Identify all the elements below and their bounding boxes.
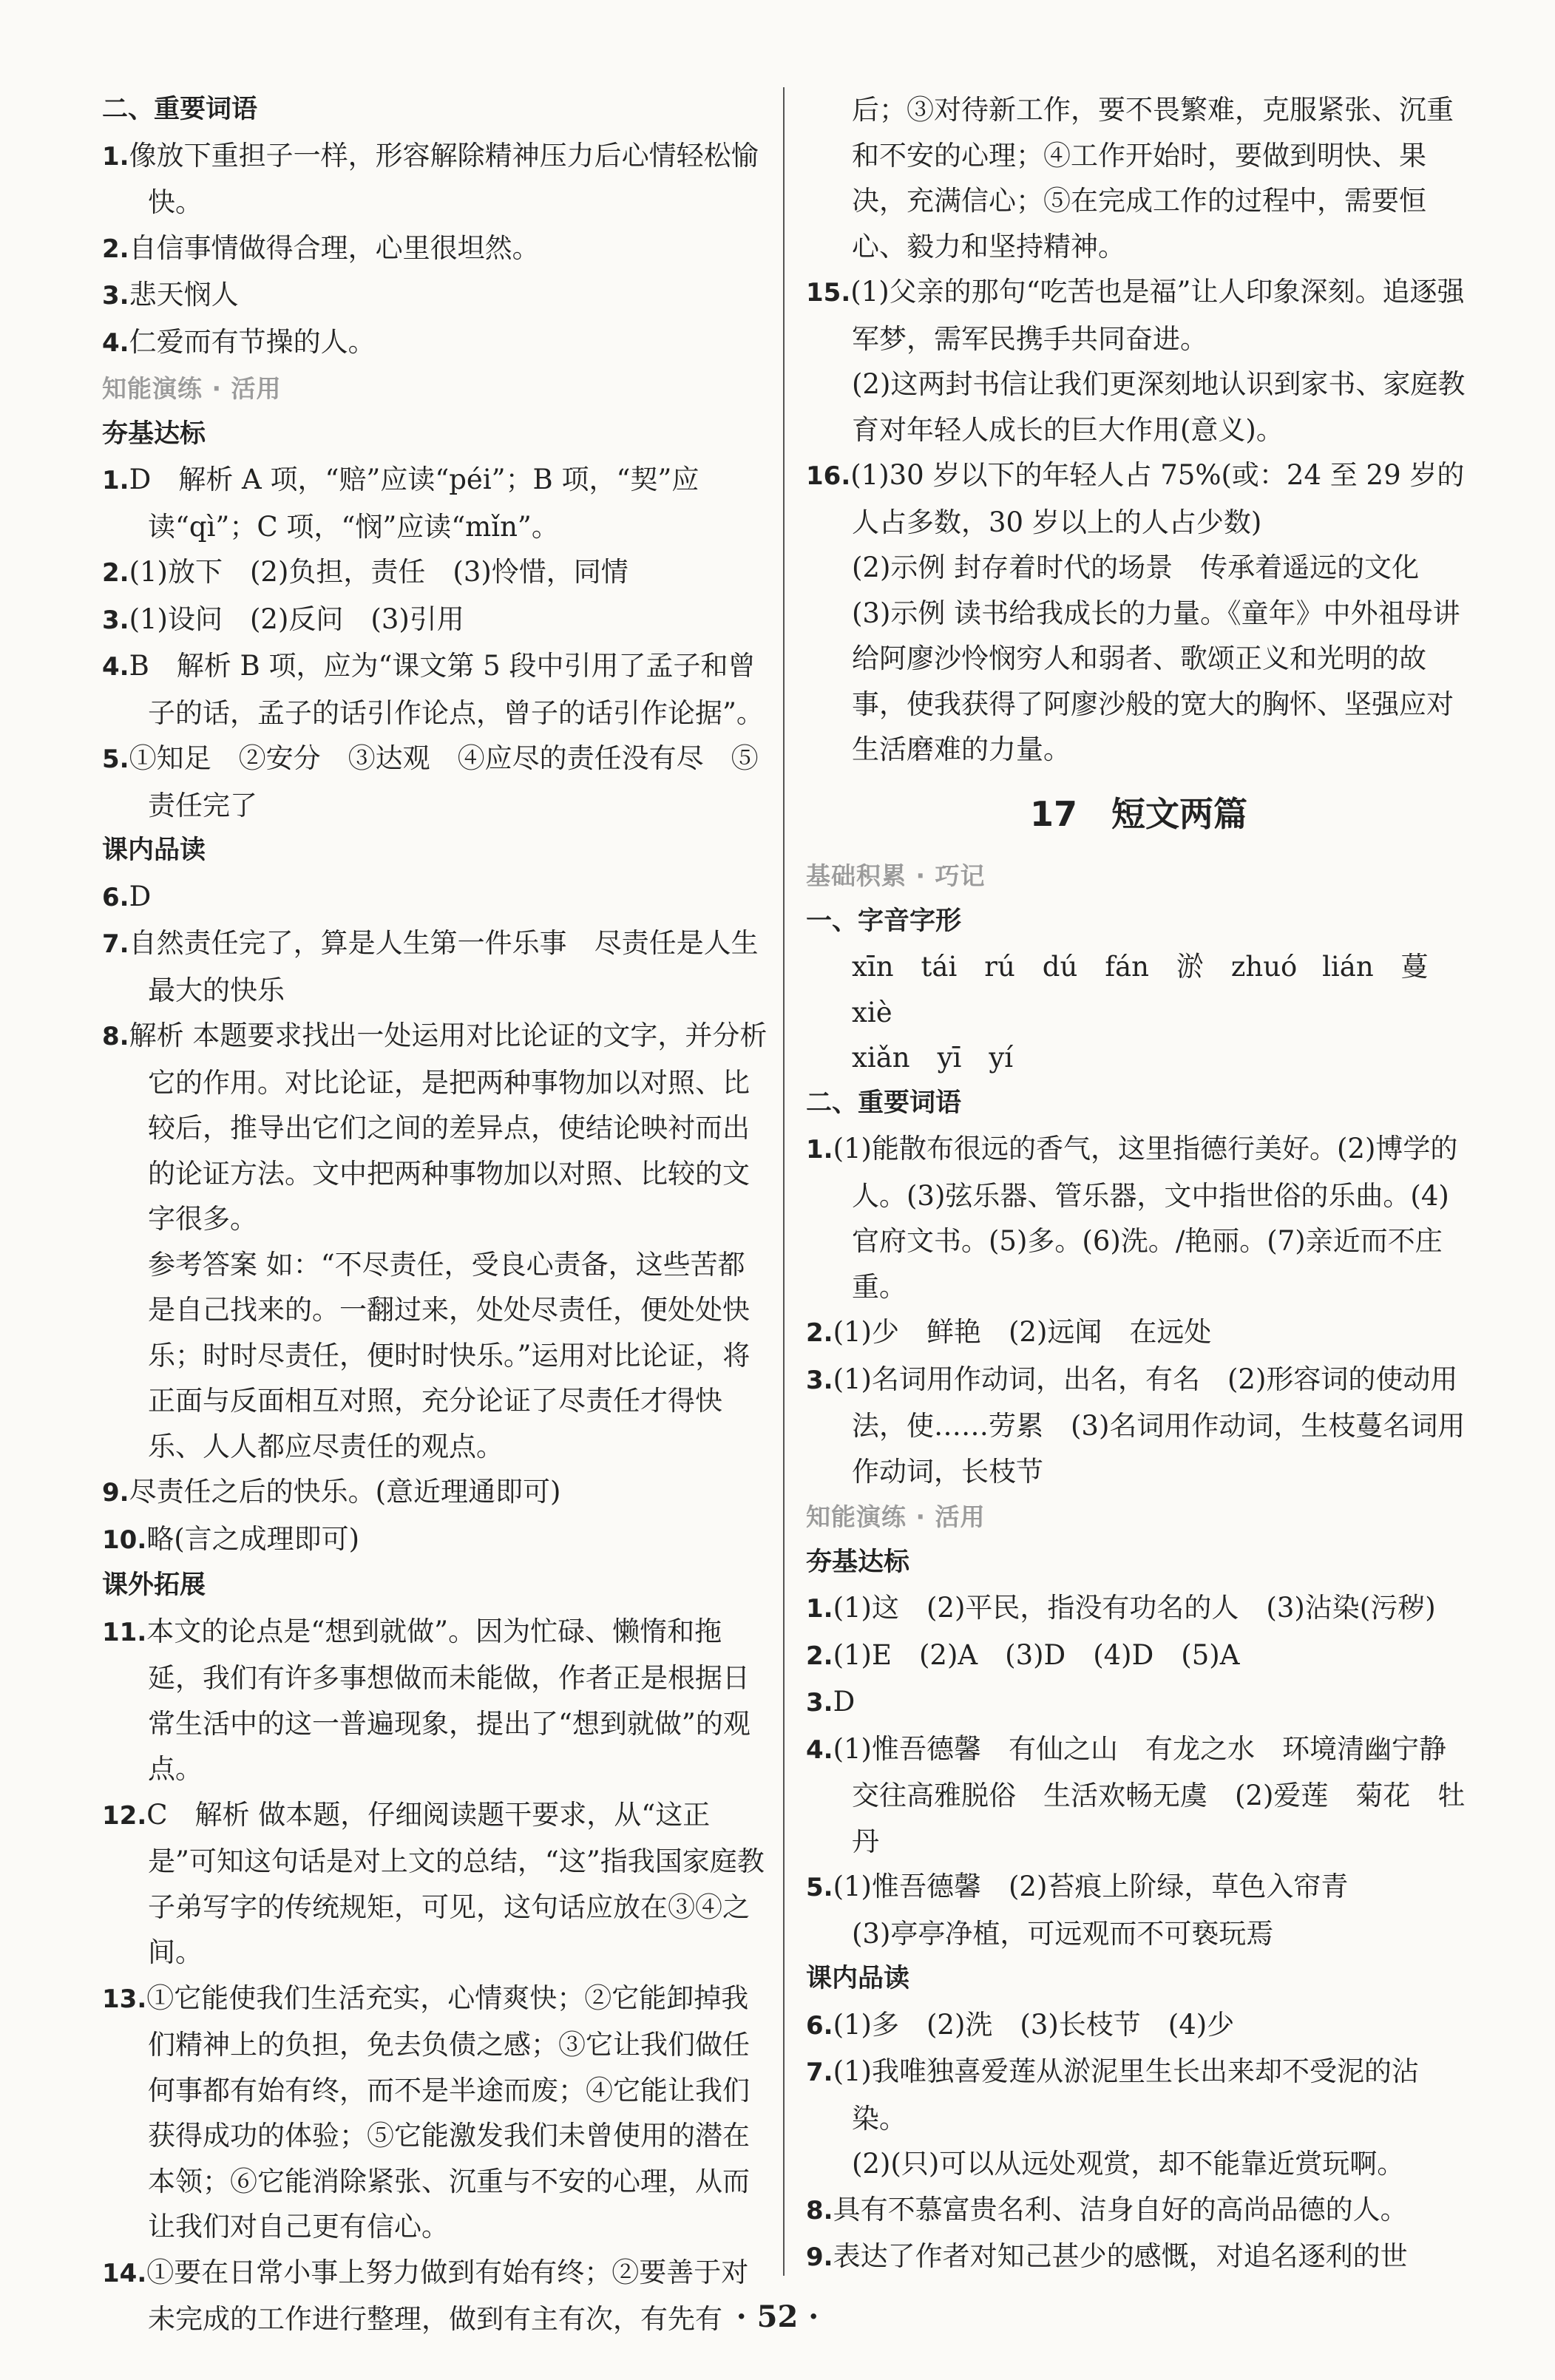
answer-item — [102, 1516, 768, 1564]
answer-item — [102, 643, 768, 736]
section-banner: 基础积累 · 巧记 — [806, 861, 986, 890]
answer-item — [806, 2049, 1471, 2141]
item-text: (1)惟吾德馨 (2)苔痕上阶绿，草色入帘青 — [833, 1871, 1349, 1902]
item-number: 3. — [102, 605, 129, 635]
item-text: 略(言之成理即可) — [146, 1522, 360, 1555]
item-text: 本文的论点是“想到就做”。因为忙碌、懒惰和拖延，我们有许多事想做而未能做，作者正是根据日常生活中的这一普遍现象，提出了“想到就做”的观点。 — [146, 1615, 751, 1785]
answer-item — [102, 921, 768, 1013]
continuation-text: (3)亭亭净植，可远观而不可亵玩焉 — [852, 1917, 1274, 1950]
item-number: 7. — [806, 2058, 833, 2087]
item-number: 1. — [806, 1594, 833, 1624]
item-number: 8. — [102, 1022, 129, 1051]
continuation-text: (2)这两封书信让我们更深刻地认识到家书、家庭教育对年轻人成长的巨大作用(意义)。 — [852, 368, 1466, 446]
section-heading: 课内品读 — [102, 835, 206, 865]
answer-item — [102, 1792, 768, 1976]
item-text: C 解析 做本题，仔细阅读题干要求，从“这正是”可知这句话是对上文的总结，“这”指我国家庭教子弟写字的传统规矩，可见，这句话应放在③④之间。 — [146, 1798, 765, 1968]
page-number-value: 52 — [756, 2299, 799, 2334]
item-number: 13. — [102, 1984, 147, 2014]
item-number: 4. — [102, 328, 129, 358]
item-number: 7. — [102, 929, 129, 959]
item-number: 11. — [102, 1617, 147, 1647]
item-text: (1)能散布很远的香气，这里指德行美好。(2)博学的人。(3)弦乐器、管乐器，文中指世俗的乐曲。(4)官府文书。(5)多。(6)洗。/艳丽。(7)亲近而不庄重。 — [833, 1133, 1458, 1303]
item-number: 6. — [102, 882, 129, 912]
answer-item — [102, 1013, 768, 1242]
continuation-text: (2)(只)可以从远处观赏，却不能靠近赏玩啊。 — [852, 2148, 1405, 2180]
section-banner: 知能演练 · 活用 — [806, 1502, 986, 1531]
answer-item — [102, 549, 768, 597]
item-number: 1. — [102, 466, 129, 495]
item-number: 2. — [806, 1318, 833, 1348]
answer-item — [806, 1864, 1471, 1911]
page-number: · 52 · — [736, 2299, 819, 2334]
item-number: 1. — [102, 141, 129, 172]
answer-item — [102, 133, 768, 226]
item-text: (1)这 (2)平民，指没有功名的人 (3)沾染(污秽) — [833, 1592, 1436, 1624]
item-text: ①知足 ②安分 ③达观 ④应尽的责任没有尽 ⑤责任完了 — [129, 742, 759, 821]
continuation-text: 后；③对待新工作，要不畏繁难，克服紧张、沉重和不安的心理；④工作开始时，要做到明快、果决，充满信心；⑤在完成工作的过程中，需要恒心、毅力和坚持精神。 — [852, 94, 1454, 262]
left-column — [102, 87, 768, 2342]
section-heading: 课内品读 — [806, 1964, 910, 1993]
item-text: D 解析 A 项，“赔”应读“péi”；B 项，“契”应读“qì”；C 项，“悯”应读“mǐn”。 — [129, 464, 699, 543]
pinyin-line: xīn tái rú dú fán 淤 zhuó lián 蔓 xiè — [852, 951, 1456, 1028]
answer-item — [806, 2002, 1471, 2050]
answer-item — [806, 1633, 1471, 1680]
item-number: 16. — [806, 461, 851, 491]
continuation-text: (2)示例 封存着时代的场景 传承着遥远的文化 — [852, 552, 1420, 583]
item-text: 仁爱而有节操的人。 — [129, 325, 376, 358]
item-number: 3. — [806, 1688, 833, 1718]
continuation-text: (3)示例 读书给我成长的力量。《童年》中外祖母讲给阿廖沙怜悯穷人和弱者、歌颂正义和光明的故事，使我获得了阿廖沙般的宽大的胸怀、坚强应对生活磨难的力量。 — [852, 597, 1460, 765]
item-text: ①要在日常小事上努力做到有始有终；②要善于对未完成的工作进行整理，做到有主有次，有先有 — [146, 2256, 749, 2335]
item-number: 5. — [806, 1873, 833, 1902]
item-text: 自然责任完了，算是人生第一件乐事 尽责任是人生最大的快乐 — [129, 927, 759, 1006]
answer-item — [102, 226, 768, 273]
item-number: 14. — [102, 2258, 147, 2288]
continuation-text: 参考答案 如：“不尽责任，受良心责备，这些苦都是自己找来的。一翻过来，处处尽责任，便处处快乐；时时尽责任，便时时快乐。”运用对比论证，将正面与反面相互对照，充分论证了尽责任才得快乐、人人都应尽责任的观点。 — [148, 1248, 751, 1462]
answer-item — [806, 452, 1471, 545]
answer-item — [102, 1609, 768, 1792]
answer-item — [806, 2234, 1471, 2281]
item-number: 2. — [806, 1641, 833, 1671]
item-number: 3. — [102, 281, 129, 311]
item-text: (1)名词用作动词，出名，有名 (2)形容词的使动用法，使……劳累 (3)名词用作动词，生枝蔓名词用作动词，长枝节 — [833, 1363, 1466, 1488]
right-column — [806, 87, 1474, 2281]
item-number: 4. — [102, 652, 129, 682]
answer-item — [806, 2187, 1471, 2234]
item-text: B 解析 B 项，应为“课文第 5 段中引用了孟子和曾子的话，孟子的话引作论点，曾子的话引作论据”。 — [129, 650, 764, 729]
item-number: 2. — [102, 558, 129, 588]
item-number: 12. — [102, 1800, 147, 1831]
section-heading: 夯基达标 — [806, 1547, 910, 1577]
item-number: 6. — [806, 2010, 833, 2041]
item-number: 5. — [102, 745, 129, 774]
answer-item — [806, 1679, 1471, 1726]
item-text: 解析 本题要求找出一处运用对比论证的文字，并分析它的作用。对比论证，是把两种事物加以对照、比较后，推导出它们之间的差异点，使结论映衬而出的论证方法。文中把两种事物加以对照、比较的文字很多。 — [129, 1020, 768, 1235]
item-text: (1)惟吾德馨 有仙之山 有龙之水 环境清幽宁静 交往高雅脱俗 生活欢畅无虞 (2)爱莲 菊花 牡丹 — [833, 1732, 1474, 1857]
pinyin-line: xiǎn yī yí — [852, 1042, 1014, 1074]
answer-item — [102, 736, 768, 828]
answer-item — [806, 1126, 1471, 1309]
answer-item — [806, 1585, 1471, 1633]
section-banner: 知能演练 · 活用 — [102, 374, 282, 403]
item-number: 1. — [806, 1135, 833, 1164]
answer-item — [806, 269, 1471, 362]
item-text: 具有不慕富贵名利、洁身自好的高尚品德的人。 — [833, 2193, 1408, 2225]
answer-item — [102, 1976, 768, 2250]
answer-item — [102, 457, 768, 549]
item-number: 15. — [806, 278, 851, 308]
item-text: (1)少 鲜艳 (2)远闻 在远处 — [833, 1316, 1212, 1348]
item-text: (1)父亲的那句“吃苦也是福”让人印象深刻。追逐强军梦，需军民携手共同奋进。 — [850, 276, 1465, 355]
item-number: 8. — [806, 2195, 833, 2225]
item-text: 自信事情做得合理，心里很坦然。 — [129, 231, 540, 264]
item-text: (1)放下 (2)负担，责任 (3)怜惜，同情 — [129, 556, 629, 588]
item-number: 9. — [102, 1478, 129, 1508]
item-text: 像放下重担子一样，形容解除精神压力后心情轻松愉快。 — [129, 139, 759, 218]
answer-item — [806, 1357, 1471, 1495]
item-text: 悲天悯人 — [129, 279, 239, 311]
item-text: (1)多 (2)洗 (3)长枝节 (4)少 — [833, 2008, 1235, 2041]
answer-item — [806, 1726, 1474, 1865]
lesson-title: 17 短文两篇 — [1029, 793, 1247, 834]
item-text: (1)我唯独喜爱莲从淤泥里生长出来却不受泥的沾染。 — [833, 2055, 1419, 2135]
item-text: 尽责任之后的快乐。(意近理通即可) — [129, 1476, 561, 1508]
item-text: (1)设问 (2)反问 (3)引用 — [129, 603, 464, 635]
section-heading: 一、字音字形 — [806, 906, 962, 936]
item-text: D — [833, 1686, 856, 1718]
item-number: 10. — [102, 1525, 147, 1555]
answer-item — [806, 1309, 1471, 1357]
answer-item — [102, 319, 768, 367]
section-heading: 课外拓展 — [102, 1570, 206, 1600]
section-heading: 二、重要词语 — [102, 95, 258, 124]
item-number: 4. — [806, 1735, 833, 1765]
item-number: 2. — [102, 234, 129, 264]
answer-item — [102, 874, 768, 921]
section-heading: 二、重要词语 — [806, 1088, 962, 1118]
item-text: 表达了作者对知己甚少的感慨，对追名逐利的世 — [833, 2240, 1408, 2272]
section-heading: 夯基达标 — [102, 418, 206, 449]
answer-item — [102, 597, 768, 644]
answer-item — [102, 272, 768, 319]
item-text: ①它能使我们生活充实，心情爽快；②它能卸掉我们精神上的负担，免去负债之感；③它让我们做任何事都有始有终，而不是半途而废；④它能让我们获得成功的体验；⑤它能激发我们未曾使用的潜在本领；⑥它能消除紧张、沉重与不安的心理，从而让我们对自己更有信心。 — [146, 1981, 750, 2242]
item-text: (1)E (2)A (3)D (4)D (5)A — [833, 1638, 1240, 1671]
item-number: 9. — [806, 2242, 833, 2272]
column-divider — [783, 87, 785, 2276]
item-number: 3. — [806, 1365, 833, 1395]
item-text: (1)30 岁以下的年轻人占 75%(或：24 至 29 岁的人占多数，30 岁以上的人占少数) — [850, 459, 1465, 538]
item-text: D — [129, 880, 152, 912]
answer-item — [102, 1469, 768, 1516]
